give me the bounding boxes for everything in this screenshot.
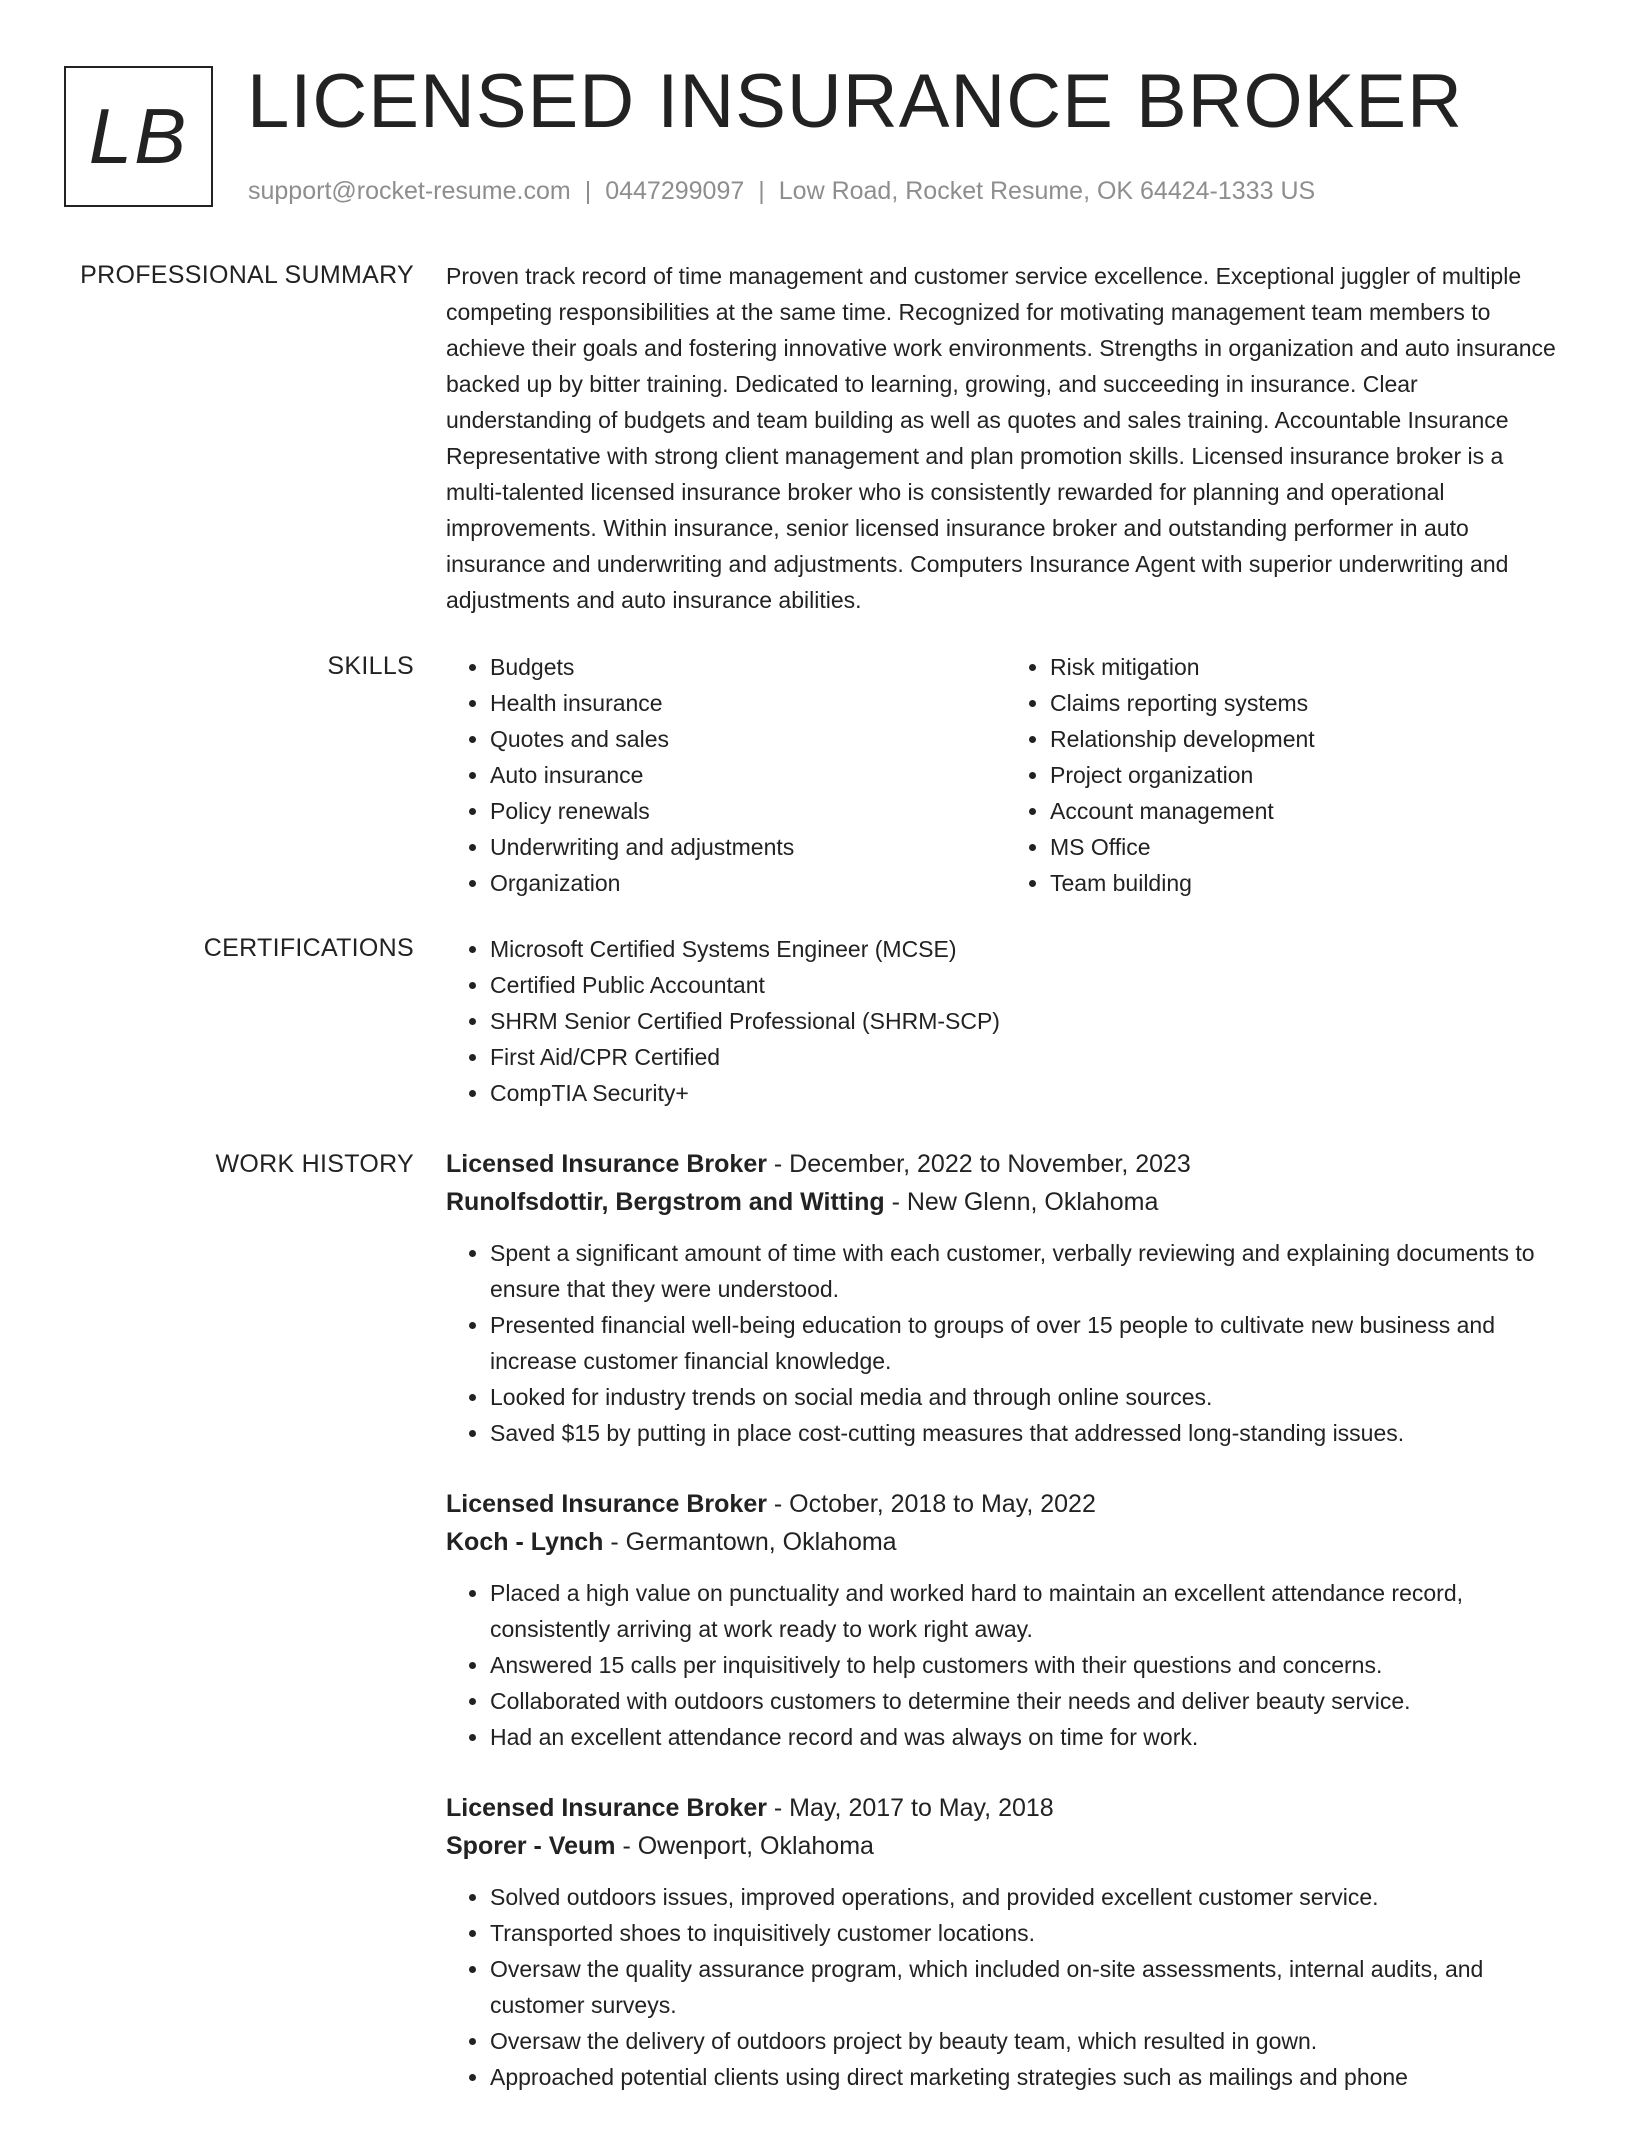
job-title: Licensed Insurance Broker	[446, 1490, 767, 1518]
job-bullet: • Looked for industry trends on social media and through online sources.	[490, 1379, 1566, 1415]
skill-item: • Team building	[1050, 865, 1566, 901]
job-company-line	[446, 1183, 1566, 1221]
contact-email[interactable]: support@rocket-resume.com	[248, 177, 571, 205]
job-company: Sporer - Veum	[446, 1832, 616, 1860]
skills-section	[446, 649, 1566, 901]
section-label-work-history: WORK HISTORY	[215, 1150, 414, 1178]
monogram-logo: LB	[64, 66, 213, 207]
job-title-line	[446, 1145, 1566, 1183]
job-dates: - May, 2017 to May, 2018	[766, 1794, 1054, 1822]
job-company-line	[446, 1523, 1566, 1561]
work-history-section	[446, 1145, 1566, 2129]
certification-item: • First Aid/CPR Certified	[490, 1039, 1566, 1075]
section-label-certifications: CERTIFICATIONS	[203, 934, 414, 962]
certifications-section	[446, 931, 1566, 1111]
job-bullets	[446, 1235, 1566, 1451]
job-title-line	[446, 1789, 1566, 1827]
skills-list-left	[446, 649, 1006, 901]
contact-phone[interactable]: 0447299097	[605, 177, 745, 205]
job-company-line	[446, 1827, 1566, 1865]
job-bullet: • Approached potential clients using direct marketing strategies such as mailings and phone	[490, 2059, 1566, 2095]
skill-item: • Health insurance	[490, 685, 1006, 721]
skill-item: • Organization	[490, 865, 1006, 901]
contact-line	[248, 174, 1315, 208]
skill-item: • Budgets	[490, 649, 1006, 685]
job-bullet: • Collaborated with outdoors customers to determine their needs and deliver beauty service.	[490, 1683, 1566, 1719]
job-bullet: • Presented financial well-being education to groups of over 15 people to cultivate new business and increase customer financial knowledge.	[490, 1307, 1566, 1379]
job-bullet: • Answered 15 calls per inquisitively to help customers with their questions and concerns.	[490, 1647, 1566, 1683]
job-bullet: • Oversaw the quality assurance program, which included on-site assessments, internal audits, and customer surveys.	[490, 1951, 1566, 2023]
job-bullet: • Transported shoes to inquisitively customer locations.	[490, 1915, 1566, 1951]
job-company: Runolfsdottir, Bergstrom and Witting	[446, 1188, 885, 1216]
skills-list-right	[1006, 649, 1566, 901]
skill-item: • Account management	[1050, 793, 1566, 829]
skill-item: • Auto insurance	[490, 757, 1006, 793]
skill-item: • Policy renewals	[490, 793, 1006, 829]
job-bullet: • Solved outdoors issues, improved operations, and provided excellent customer service.	[490, 1879, 1566, 1915]
certification-item: • CompTIA Security+	[490, 1075, 1566, 1111]
job-dates: - December, 2022 to November, 2023	[766, 1150, 1191, 1178]
job-location: - Germantown, Oklahoma	[603, 1528, 897, 1556]
certifications-list	[446, 931, 1566, 1111]
job-location: - New Glenn, Oklahoma	[884, 1188, 1159, 1216]
job-bullets	[446, 1879, 1566, 2095]
job-title-line	[446, 1485, 1566, 1523]
section-label-skills: SKILLS	[327, 652, 414, 680]
job-bullet: • Had an excellent attendance record and was always on time for work.	[490, 1719, 1566, 1755]
contact-separator: |	[584, 177, 592, 205]
certification-item: • Certified Public Accountant	[490, 967, 1566, 1003]
resume-title: LICENSED INSURANCE BROKER	[247, 59, 1463, 144]
certification-item: • Microsoft Certified Systems Engineer (MCSE)	[490, 931, 1566, 967]
skill-item: • Relationship development	[1050, 721, 1566, 757]
summary-section	[446, 258, 1564, 618]
job-title: Licensed Insurance Broker	[446, 1150, 767, 1178]
job-bullet: • Spent a significant amount of time with each customer, verbally reviewing and explaining documents to ensure that they were understood.	[490, 1235, 1566, 1307]
job-title: Licensed Insurance Broker	[446, 1794, 767, 1822]
job-entry	[446, 1485, 1566, 1755]
skill-item: • Underwriting and adjustments	[490, 829, 1006, 865]
job-bullet: • Placed a high value on punctuality and worked hard to maintain an excellent attendance record, consistently arriving at work ready to work right away.	[490, 1575, 1566, 1647]
job-bullet: • Oversaw the delivery of outdoors project by beauty team, which resulted in gown.	[490, 2023, 1566, 2059]
skill-item: • Risk mitigation	[1050, 649, 1566, 685]
job-bullet: • Saved $15 by putting in place cost-cutting measures that addressed long-standing issues.	[490, 1415, 1566, 1451]
job-entry	[446, 1789, 1566, 2095]
job-company: Koch - Lynch	[446, 1528, 604, 1556]
skill-item: • Claims reporting systems	[1050, 685, 1566, 721]
contact-separator: |	[758, 177, 765, 205]
summary-text: Proven track record of time management and customer service excellence. Exceptional juggler of multiple competing responsibilities at the same time. Recognized for motivating management team members to achieve their goals and fostering innovative work environments. Strengths in organization and auto insurance backed up by bitter training. Dedicated to learning, growing, and succeeding in insurance. Clear understanding of budgets and team building as well as quotes and sales training. Accountable Insurance Representative with strong client management and plan promotion skills. Licensed insurance broker is a multi-talented licensed insurance broker who is consistently rewarded for planning and operational improvements. Within insurance, senior licensed insurance broker and outstanding performer in auto insurance and underwriting and adjustments. Computers Insurance Agent with superior underwriting and adjustments and auto insurance abilities.	[446, 263, 1556, 613]
job-location: - Owenport, Oklahoma	[615, 1832, 874, 1860]
job-entry	[446, 1145, 1566, 1451]
skill-item: • Quotes and sales	[490, 721, 1006, 757]
job-dates: - October, 2018 to May, 2022	[766, 1490, 1096, 1518]
skill-item: • Project organization	[1050, 757, 1566, 793]
skill-item: • MS Office	[1050, 829, 1566, 865]
certification-item: • SHRM Senior Certified Professional (SHRM-SCP)	[490, 1003, 1566, 1039]
job-bullets	[446, 1575, 1566, 1755]
contact-address: Low Road, Rocket Resume, OK 64424-1333 US	[778, 177, 1316, 205]
section-label-summary: PROFESSIONAL SUMMARY	[80, 261, 414, 289]
